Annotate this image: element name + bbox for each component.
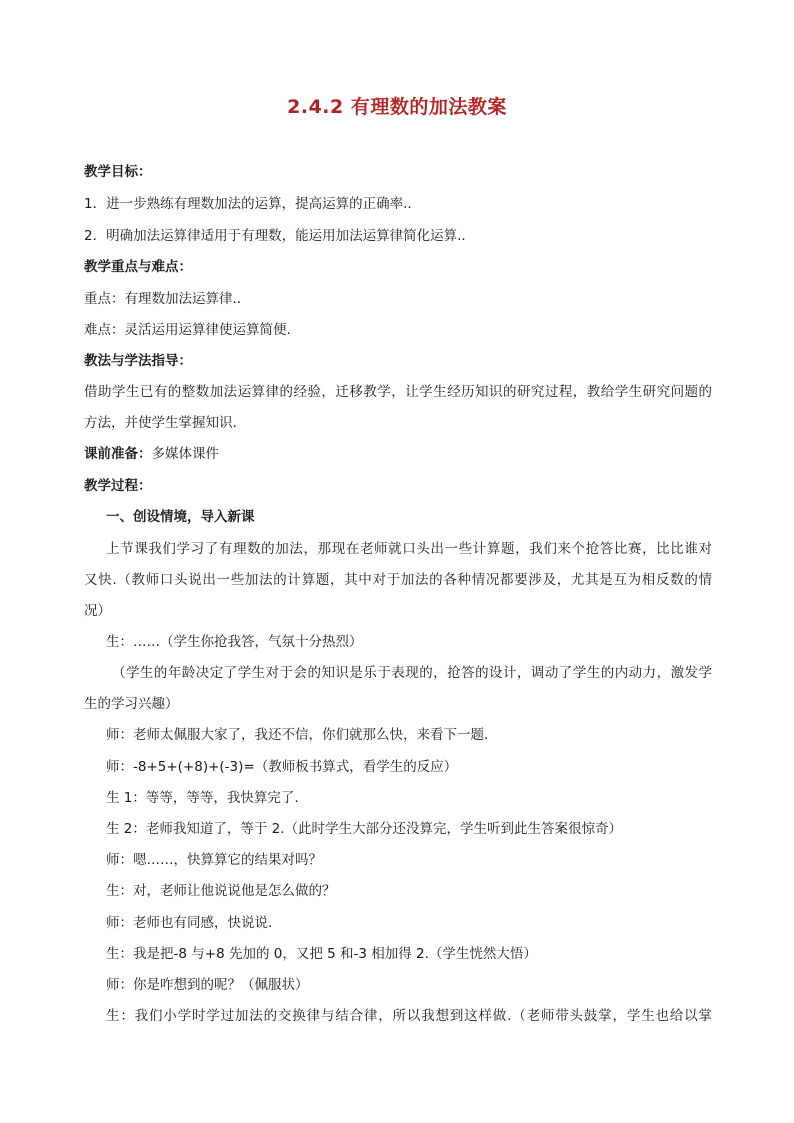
keypoints-heading: 教学重点与难点： xyxy=(84,259,192,275)
dialogue-line: 生 1：等等，等等，我快算完了. xyxy=(106,790,299,806)
section-1-heading: 一、创设情境，导入新课 xyxy=(106,509,255,525)
dialogue-line: 师：老师太佩服大家了，我还不信，你们就那么快，来看下一题. xyxy=(106,727,489,743)
goal-2: 2．明确加法运算律适用于有理数，能运用加法运算律简化运算.. xyxy=(84,228,466,244)
dialogue-line: 生 2：老师我知道了，等于 2.（此时学生大部分还没算完，学生听到此生答案很惊奇） xyxy=(106,821,623,837)
teaching-note-line: 生的学习兴趣） xyxy=(84,696,179,712)
difficulty-text: 难点：灵活运用运算律使运算简便. xyxy=(84,322,291,338)
dialogue-line: 生：对，老师让他说说他是怎么做的？ xyxy=(106,883,336,899)
process-heading: 教学过程： xyxy=(84,478,152,494)
dialogue-line: 师：嗯……，快算算它的结果对吗？ xyxy=(106,852,322,868)
intro-paragraph-line: 况） xyxy=(84,603,111,619)
intro-paragraph-line: 又快.（教师口头说出一些加法的计算题，其中对于加法的各种情况都要涉及，尤其是互为相反数的情 xyxy=(84,572,712,588)
keypoint-text: 重点：有理数加法运算律.. xyxy=(84,291,242,307)
preparation-value: 多媒体课件 xyxy=(151,446,219,462)
preparation-label: 课前准备： xyxy=(84,446,152,462)
dialogue-line: 生：……（学生你抢我答，气氛十分热烈） xyxy=(106,634,363,650)
goals-heading: 教学目标： xyxy=(84,164,152,180)
dialogue-line: 生：我是把-8 与+8 先加的 0，又把 5 和-3 相加得 2.（学生恍然大悟） xyxy=(106,946,537,962)
intro-paragraph-line: 上节课我们学习了有理数的加法，那现在老师就口头出一些计算题，我们来个抢答比赛，比比谁对 xyxy=(106,541,712,557)
document-title: 2.4.2 有理数的加法教案 xyxy=(287,96,507,118)
preparation-row xyxy=(84,444,219,464)
dialogue-line: 生：我们小学时学过加法的交换律与结合律，所以我想到这样做.（老师带头鼓掌，学生也给以掌 xyxy=(106,1008,712,1024)
teaching-note-line: （学生的年龄决定了学生对于会的知识是乐于表现的，抢答的设计，调动了学生的内动力，激发学 xyxy=(112,665,712,681)
method-paragraph-line: 借助学生已有的整数加法运算律的经验，迁移教学，让学生经历知识的研究过程，教给学生研究问题的 xyxy=(84,384,712,400)
method-paragraph-line: 方法，并使学生掌握知识. xyxy=(84,415,237,431)
goal-1: 1．进一步熟练有理数加法的运算，提高运算的正确率.. xyxy=(84,196,412,212)
method-heading: 教法与学法指导： xyxy=(84,353,192,369)
dialogue-line: 师：老师也有同感，快说说. xyxy=(106,915,273,931)
dialogue-line: 师：-8+5+(+8)+(-3)=（教师板书算式，看学生的反应） xyxy=(106,759,458,775)
dialogue-line: 师：你是咋想到的呢？（佩服状） xyxy=(106,977,309,993)
